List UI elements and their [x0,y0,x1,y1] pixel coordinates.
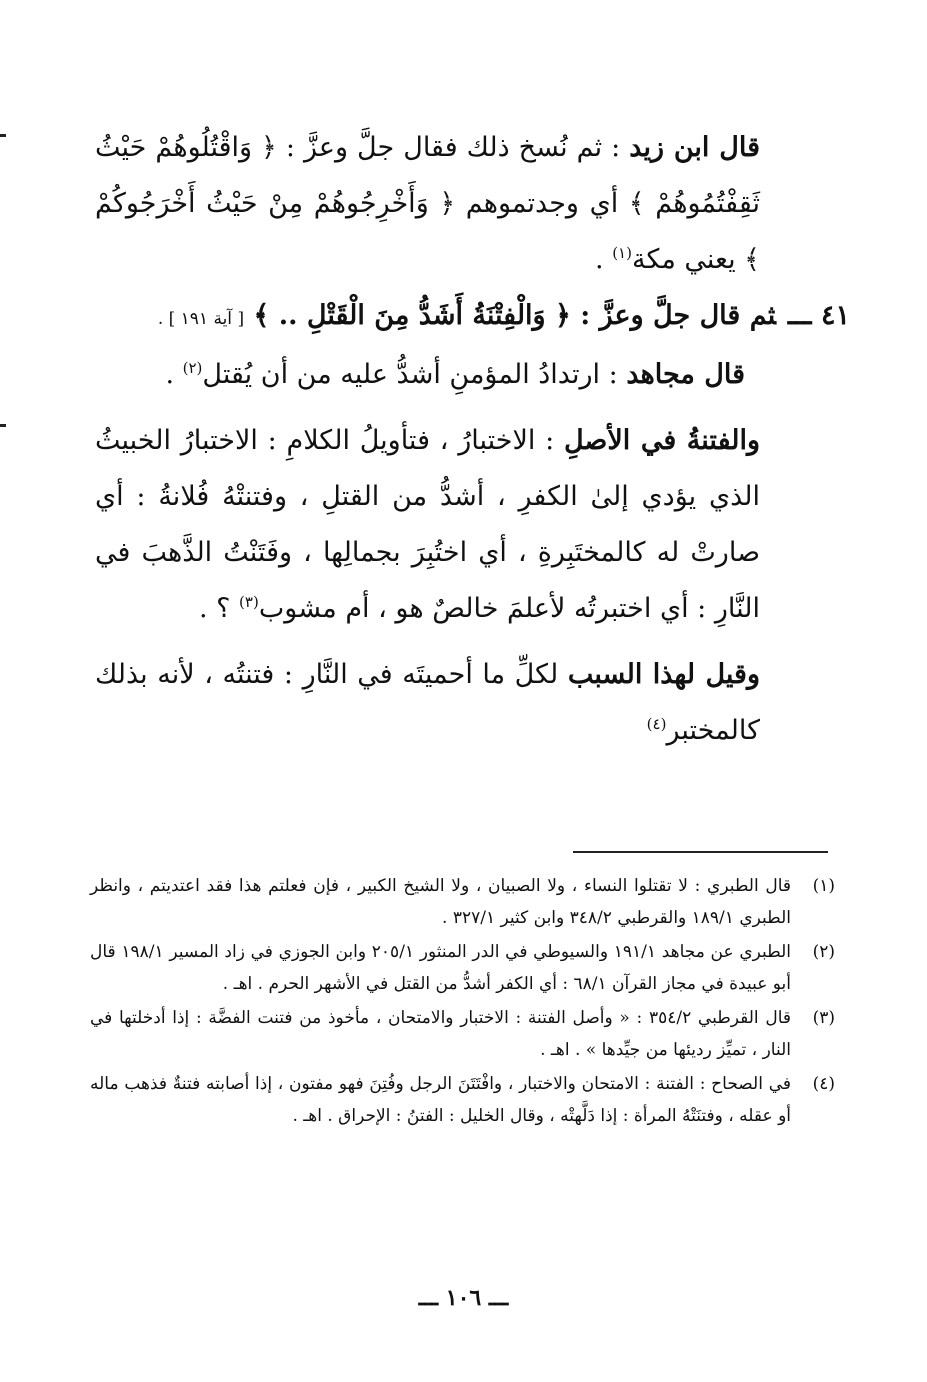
paragraph-text-end: ؟ . [198,593,240,624]
paragraph-text: لكلِّ ما أحميتَه في النَّارِ : فتنتُه ، لأنه بذلك كالمختبر [95,659,760,746]
speaker-name: قال مجاهد [626,359,745,390]
footnote-item [90,870,835,934]
footnote-text: قال القرطبي ٣٥٤/٢ : « وأصل الفتنة : الاختبار والامتحان ، مأخوذ من فتنت الفضَّة : إذا أدخلتها في النار ، تميِّز رديئها من جيِّدها » . اهـ . [90,1008,792,1060]
paragraph-text: : الاختبارُ ، فتأويلُ الكلامِ : الاختبارُ الخبيثُ الذي يؤدي إلىٰ الكفرِ ، أشدُّ من القتلِ ، وفتنتْهُ فُلانةُ : أي صارتْ له كالمختَبِرةِ ، أي اختُبِرَ بجمالِها ، وفَتَنْتُ الذَّهبَ في النَّارِ : أي اختبرتُه لأعلمَ خالصٌ هو ، أم مشوب [95,425,760,624]
ayah-verse: ﴿ وَالْفِتْنَةُ أَشَدُّ مِنَ الْقَتْلِ .. ﴾ [244,300,581,331]
paragraph-text-end: . [165,359,183,390]
ayah-intro: ثم قال جلَّ وعزَّ : [580,300,776,331]
footnote-number: (٢) [812,942,835,962]
footnote-ref: (٣) [239,593,259,611]
footnote-ref: (١) [612,244,632,262]
footnote-text: قال الطبري : لا تقتلوا النساء ، ولا الصبيان ، ولا الشيخ الكبير ، فإن فعلتم هذا فقد اعتديتم ، وانظر الطبري ١٨٩/١ والقرطبي ٣٤٨/٢ وابن كثير ٣٢٧/١ . [90,876,792,928]
footnote-number: (١) [812,876,835,896]
paragraph-text: : ثم نُسخ ذلك فقال جلَّ وعزَّ : ﴿ وَاقْتُلُوهُمْ حَيْثُ ثَقِفْتُمُوهُمْ ﴾ أي وجدتموهم ﴿ وَأَخْرِجُوهُمْ مِنْ حَيْثُ أَخْرَجُوكُمْ ﴾ يعني مكة [95,132,760,275]
term-heading: والفتنةُ في الأصلِ [563,425,760,456]
ayah-reference: [ آية ١٩١ ] . [157,309,245,329]
footnote-number: (٤) [812,1074,835,1094]
speaker-name: قال ابن زيد [629,132,760,163]
footnote-ref: (٢) [182,359,203,377]
footnote-number: (٣) [812,1008,835,1028]
margin-mark [0,424,6,427]
paragraph-text-end: . [595,244,613,275]
footnote-item [90,1002,835,1066]
footnotes [90,870,835,1134]
margin-mark [0,134,6,137]
paragraph-mujahid [95,347,745,403]
footnote-text: الطبري عن مجاهد ١٩١/١ والسيوطي في الدر المنثور ٢٠٥/١ وابن الجوزي في زاد المسير ١٩٨/١ قال أبو عبيدة في مجاز القرآن ٦٨/١ : أي الكفر أشدُّ من القتل في الأشهر الحرم . اهـ . [90,942,791,994]
paragraph-ibn-zaid [95,120,760,288]
paragraph-text: : ارتدادُ المؤمنِ أشدُّ عليه من أن يُقتل [202,359,627,390]
footnote-item [90,936,835,1000]
ayah-heading [95,288,850,347]
main-text [95,120,850,759]
footnote-item [90,1068,835,1132]
paragraph-fitna-origin [95,413,760,637]
footnote-separator [573,851,828,853]
page-number: ـــ ١٠٦ ـــ [418,1285,509,1311]
footnote-ref: (٤) [646,715,667,733]
footnote-text: في الصحاح : الفتنة : الامتحان والاختبار ، وافْتَتَنَ الرجل وفُتِنَ فهو مفتون ، إذا أصابته فتنةٌ فذهب ماله أو عقله ، وفتنَتْهُ المرأة : إذا دَلَّهتْه ، وقال الخليل : الفتنُ : الإحراق . اهـ . [90,1074,791,1126]
paragraph-reason [95,647,760,759]
ayah-number: ٤١ ـــ [787,300,850,331]
term-heading: وقيل لهذا السبب [567,659,760,690]
